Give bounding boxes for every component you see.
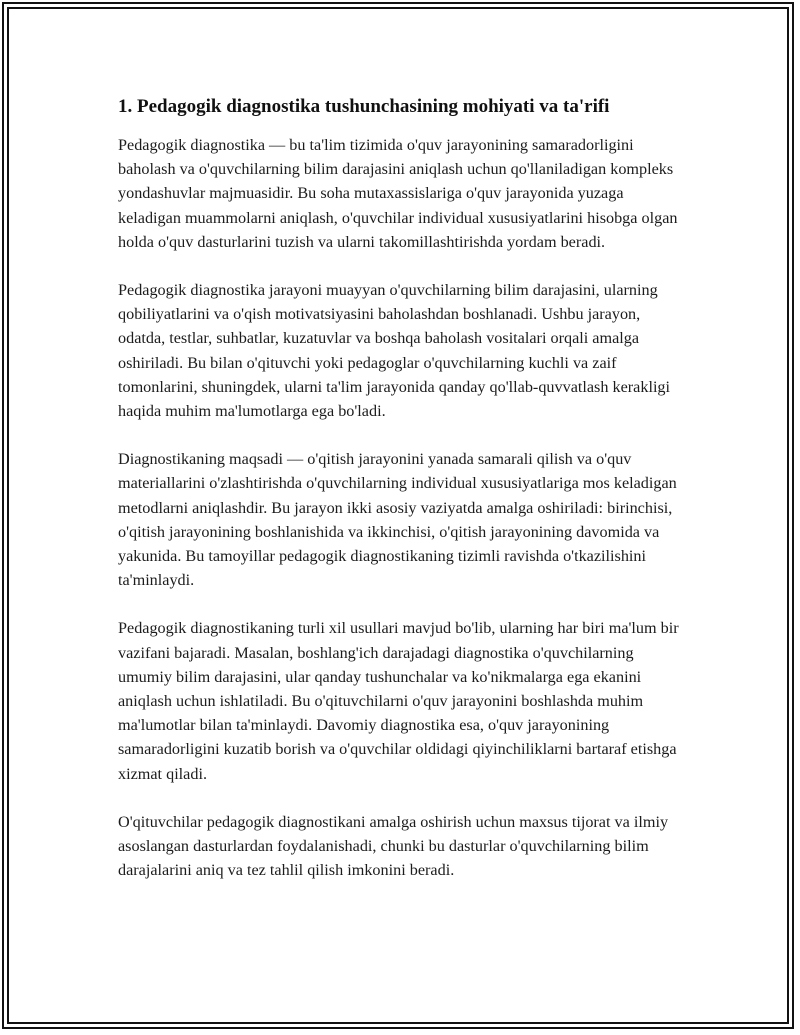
paragraph-4: Pedagogik diagnostikaning turli xil usullari mavjud bo'lib, ularning har biri ma'lum bir vazifani bajaradi. Masalan, boshlang'ich darajadagi diagnostika o'quvchilarning umumiy bilim darajasini, ular qanday tushunchalar va ko'nikmalarga ega ekanini aniqlash uchun ishlatiladi. Bu o'qituvchilarni o'quv jarayonini boshlashda muhim ma'lumotlar bilan ta'minlaydi. Davomiy diagnostika esa, o'quv jarayonining samaradorligini kuzatib borish va o'quvchilar oldidagi qiyinchiliklarni bartaraf etishga xizmat qiladi. [118, 619, 679, 783]
paragraph-2: Pedagogik diagnostika jarayoni muayyan o'quvchilarning bilim darajasini, ularning qobiliyatlarini va o'qish motivatsiyasini baholashdan boshlanadi. Ushbu jarayon, odatda, testlar, suhbatlar, kuzatuvlar va boshqa baholash vositalari orqali amalga oshiriladi. Bu bilan o'qituvchi yoki pedagoglar o'quvchilarning kuchli va zaif tomonlarini, shuningdek, ularni ta'lim jarayonida qanday qo'llab-quvvatlash kerakligi haqida muhim ma'lumotlarga ega bo'ladi. [118, 281, 671, 421]
paragraph-1: Pedagogik diagnostika — bu ta'lim tizimida o'quv jarayonining samaradorligini baholash va o'quvchilarning bilim darajasini aniqlash uchun qo'llaniladigan kompleks yondashuvlar majmuasidir. Bu soha mutaxassislariga o'quv jarayonida yuzaga keladigan muammolarni aniqlash, o'quvchilar individual xususiyatlarini hisobga olgan holda o'quv dasturlarini tuzish va ularni takomillashtirishda yordam beradi. [118, 136, 678, 251]
document-body [118, 95, 688, 906]
paragraph-3: Diagnostikaning maqsadi — o'qitish jarayonini yanada samarali qilish va o'quv materiallarini o'zlashtirishda o'quvchilarning individual xususiyatlariga mos keladigan metodlarni aniqlashdir. Bu jarayon ikki asosiy vaziyatda amalga oshiriladi: birinchisi, o'qitish jarayonining boshlanishida va ikkinchisi, o'qitish jarayonining davomida va yakunida. Bu tamoyillar pedagogik diagnostikaning tizimli ravishda o'tkazilishini ta'minlaydi. [118, 450, 677, 590]
paragraph-5: O'qituvchilar pedagogik diagnostikani amalga oshirish uchun maxsus tijorat va ilmiy asoslangan dasturlardan foydalanishadi, chunki bu dasturlar o'quvchilarning bilim darajalarini aniq va tez tahlil qilish imkonini beradi. [118, 812, 669, 880]
section-heading: 1. Pedagogik diagnostika tushunchasining mohiyati va ta'rifi [118, 96, 610, 117]
